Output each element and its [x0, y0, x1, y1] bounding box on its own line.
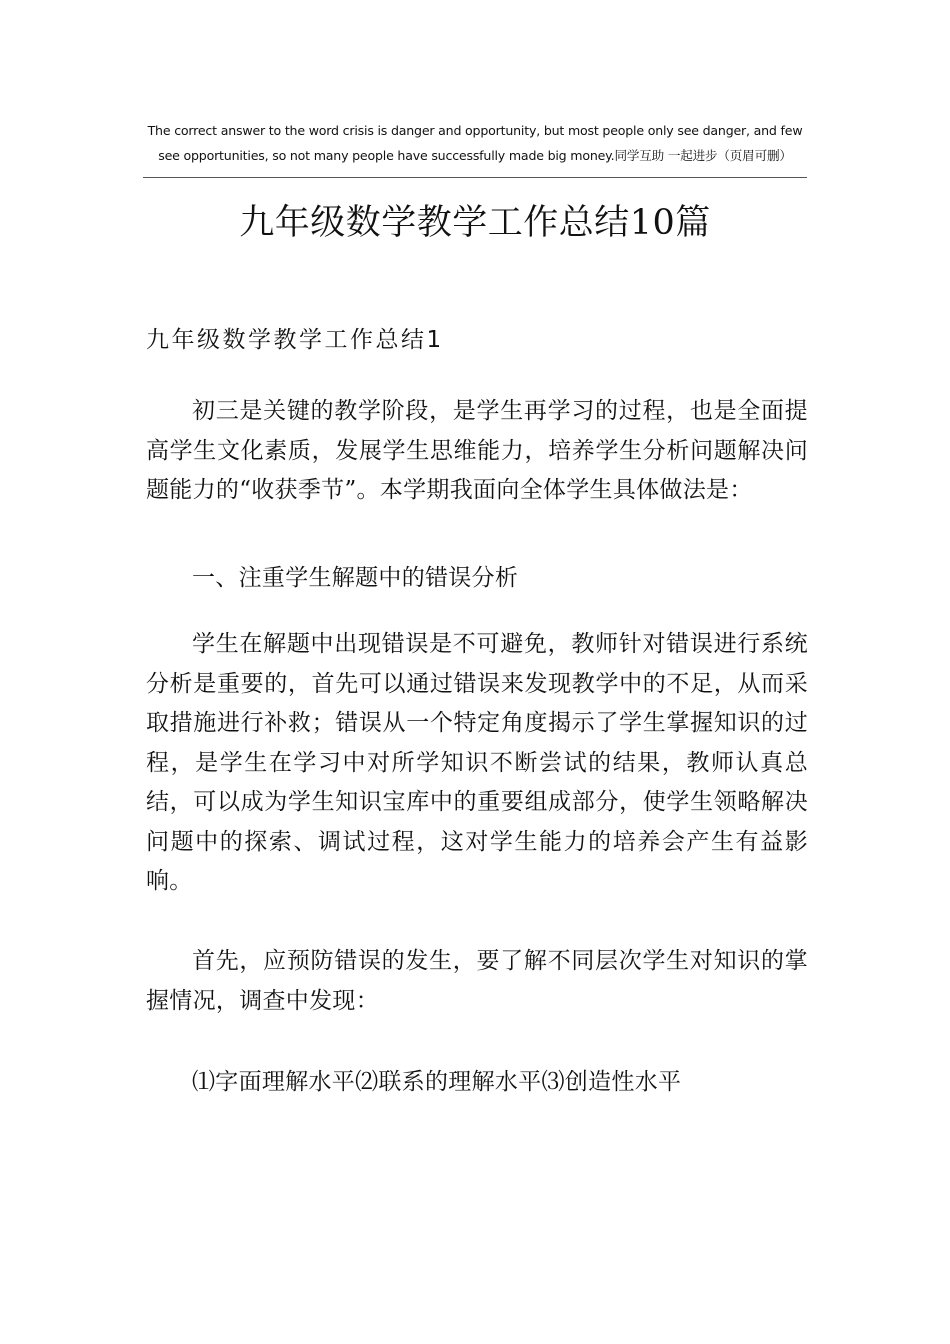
paragraph-levels: ⑴字面理解水平⑵联系的理解水平⑶创造性水平: [192, 1069, 682, 1095]
paragraph-error-analysis: 学生在解题中出现错误是不可避免，教师针对错误进行系统分析是重要的，首先可以通过错误来发现教学中的不足，从而采取措施进行补救；错误从一个特定角度揭示了学生掌握知识的过程，是学生在学习中对所学知识不断尝试的结果，教师认真总结，可以成为学生知识宝库中的重要组成部分，使学生领略解决问题中的探索、调试过程，这对学生能力的培养会产生有益影响。: [146, 631, 808, 894]
paragraph-intro: 初三是关键的教学阶段，是学生再学习的过程，也是全面提高学生文化素质，发展学生思维能力，培养学生分析问题解决问题能力的“收获季节”。本学期我面向全体学生具体做法是：: [146, 398, 808, 503]
header-divider: [143, 177, 807, 178]
paragraph-subheading: 一、注重学生解题中的错误分析: [192, 565, 519, 591]
paragraph-prevention: 首先，应预防错误的发生，要了解不同层次学生对知识的掌握情况，调查中发现：: [146, 948, 808, 1014]
document-title: 九年级数学教学工作总结10篇: [239, 203, 711, 243]
section-heading: 九年级数学教学工作总结1: [146, 327, 444, 353]
page-header: The correct answer to the word crisis is danger and opportunity, but most people only see danger, and few see opportunities, so not many people have successfully made big money.同学互助 一起进步（页眉可删）: [147, 123, 803, 163]
